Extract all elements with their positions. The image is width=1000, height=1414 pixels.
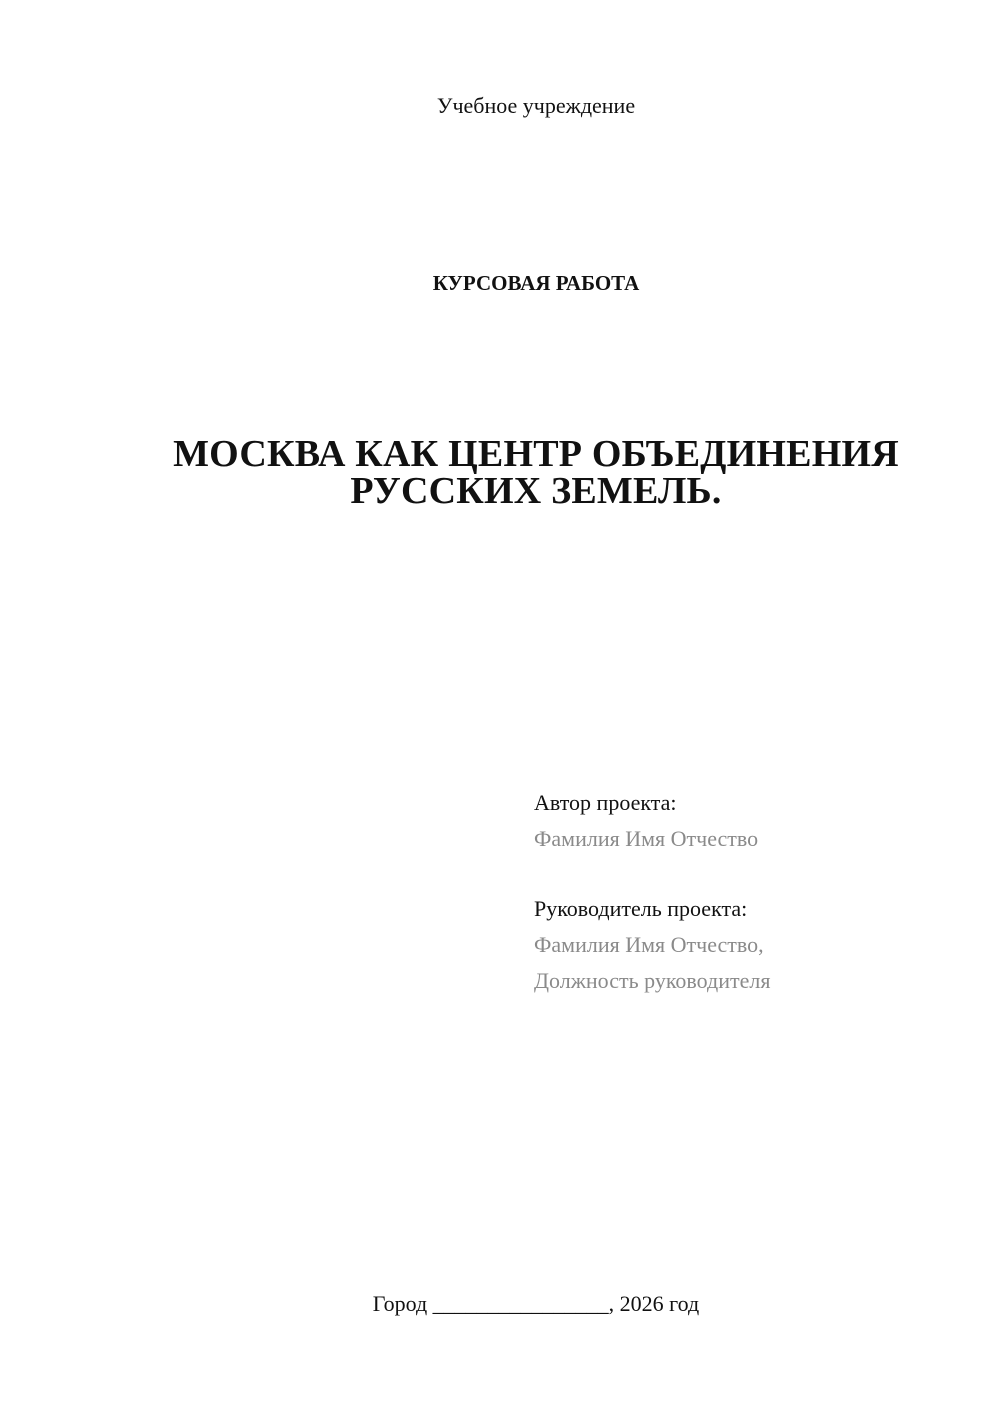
supervisor-label: Руководитель проекта: [534, 896, 748, 921]
city-year-line: Город ________________, 2026 год [372, 1291, 700, 1316]
supervisor-name-placeholder: Фамилия Имя Отчество, [534, 932, 764, 957]
author-block [534, 785, 758, 857]
document-title-line-2: РУССКИХ ЗЕМЕЛЬ. [350, 470, 722, 512]
author-name-placeholder: Фамилия Имя Отчество [534, 826, 759, 851]
supervisor-position-placeholder: Должность руководителя [534, 968, 771, 993]
supervisor-block [534, 891, 770, 999]
author-label: Автор проекта: [534, 790, 677, 815]
document-title-line-1: МОСКВА КАК ЦЕНТР ОБЪЕДИНЕНИЯ [173, 433, 899, 475]
institution-name: Учебное учреждение [436, 93, 636, 118]
document-title [0, 433, 1000, 512]
document-type: КУРСОВАЯ РАБОТА [432, 271, 640, 295]
